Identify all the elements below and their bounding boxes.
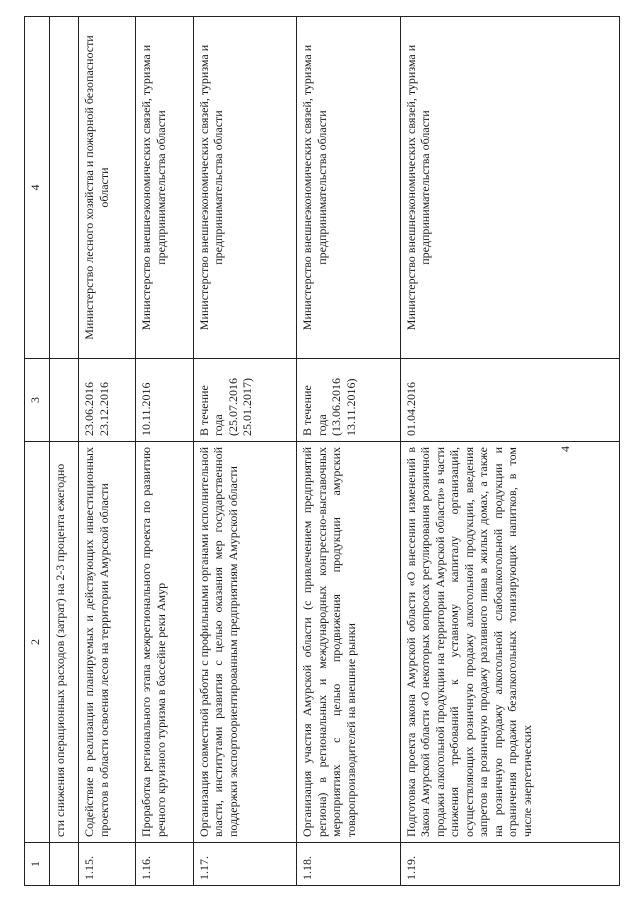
cell-dates: В течение года (25.07.2016 25.01.2017) xyxy=(193,359,297,442)
cell-num: 1.19. xyxy=(400,843,619,886)
cell-task: Подготовка проекта закона Амурской области «О внесении изменений в Закон Амурской области «О некоторых вопросах регулирования розничной продажи алкогольной продукции на территории Амурской области» в части снижения требований к уставному капиталу организаций, осуществляющих розничную продажу алкогольной продукции, введения запретов на розничную продажу разливного пива в жилых домах, а также на розничную продажу алкогольной слабоалкогольной продукции и ограничения продажи безалкогольных тонизирующих напитков, в том числе энергетических xyxy=(400,442,619,843)
cell-num: 1.17. xyxy=(193,843,297,886)
cell-executor: Министерство внешнеэкономических связей, туризма и предпринимательства области xyxy=(136,17,193,359)
header-col-1: 1 xyxy=(25,843,50,886)
cell-dates: 23.06.2016 23.12.2016 xyxy=(79,359,136,442)
header-col-3: 3 xyxy=(25,359,50,442)
cell-task: Организация участия Амурской области (с привлечением предприятий региона) в региональных и международных конгрессно-выставочных мероприятиях с целью продвижения продукции амурских товаропроизводителей на внешние рынки xyxy=(297,442,401,843)
cell-dates: 01.04.2016 xyxy=(400,359,619,442)
cell-empty xyxy=(50,843,79,886)
cell-task: Содействие в реализации планируемых и действующих инвестиционных проектов в области освоения лесов на территории Амурской области xyxy=(79,442,136,843)
table-row xyxy=(193,17,297,886)
cell-num: 1.15. xyxy=(79,843,136,886)
cell-executor: Министерство внешнеэкономических связей, туризма и предпринимательства области xyxy=(193,17,297,359)
header-col-4: 4 xyxy=(25,17,50,359)
cell-num: 1.18. xyxy=(297,843,401,886)
table-row xyxy=(79,17,136,886)
cell-dates: В течение года (13.06.2016 13.11.2016) xyxy=(297,359,401,442)
cell-dates: 10.11.2016 xyxy=(136,359,193,442)
plan-table xyxy=(24,16,620,886)
cell-executor: Министерство внешнеэкономических связей, туризма и предпринимательства области xyxy=(400,17,619,359)
cell-num: 1.16. xyxy=(136,843,193,886)
table-row xyxy=(297,17,401,886)
cell-empty xyxy=(50,17,79,359)
cell-executor: Министерство лесного хозяйства и пожарной безопасности области xyxy=(79,17,136,359)
page-number: 4 xyxy=(558,446,572,452)
table-header-row xyxy=(25,17,50,886)
table-row xyxy=(136,17,193,886)
table-row xyxy=(400,17,619,886)
cell-task: Организация совместной работы с профильными органами исполнительной власти, институтами развития с целью оказания мер государственной поддержки экспортоориентированным предприятиям Амурской области xyxy=(193,442,297,843)
header-col-2: 2 xyxy=(25,442,50,843)
table-row-continuation xyxy=(50,17,79,886)
cell-executor: Министерство внешнеэкономических связей, туризма и предпринимательства области xyxy=(297,17,401,359)
cell-empty xyxy=(50,359,79,442)
cell-task: сти снижения операционных расходов (затрат) на 2-3 процента ежегодно xyxy=(50,442,79,843)
cell-task: Проработка регионального этапа межрегионального проекта по развитию речного круизного туризма в бассейне реки Амур xyxy=(136,442,193,843)
